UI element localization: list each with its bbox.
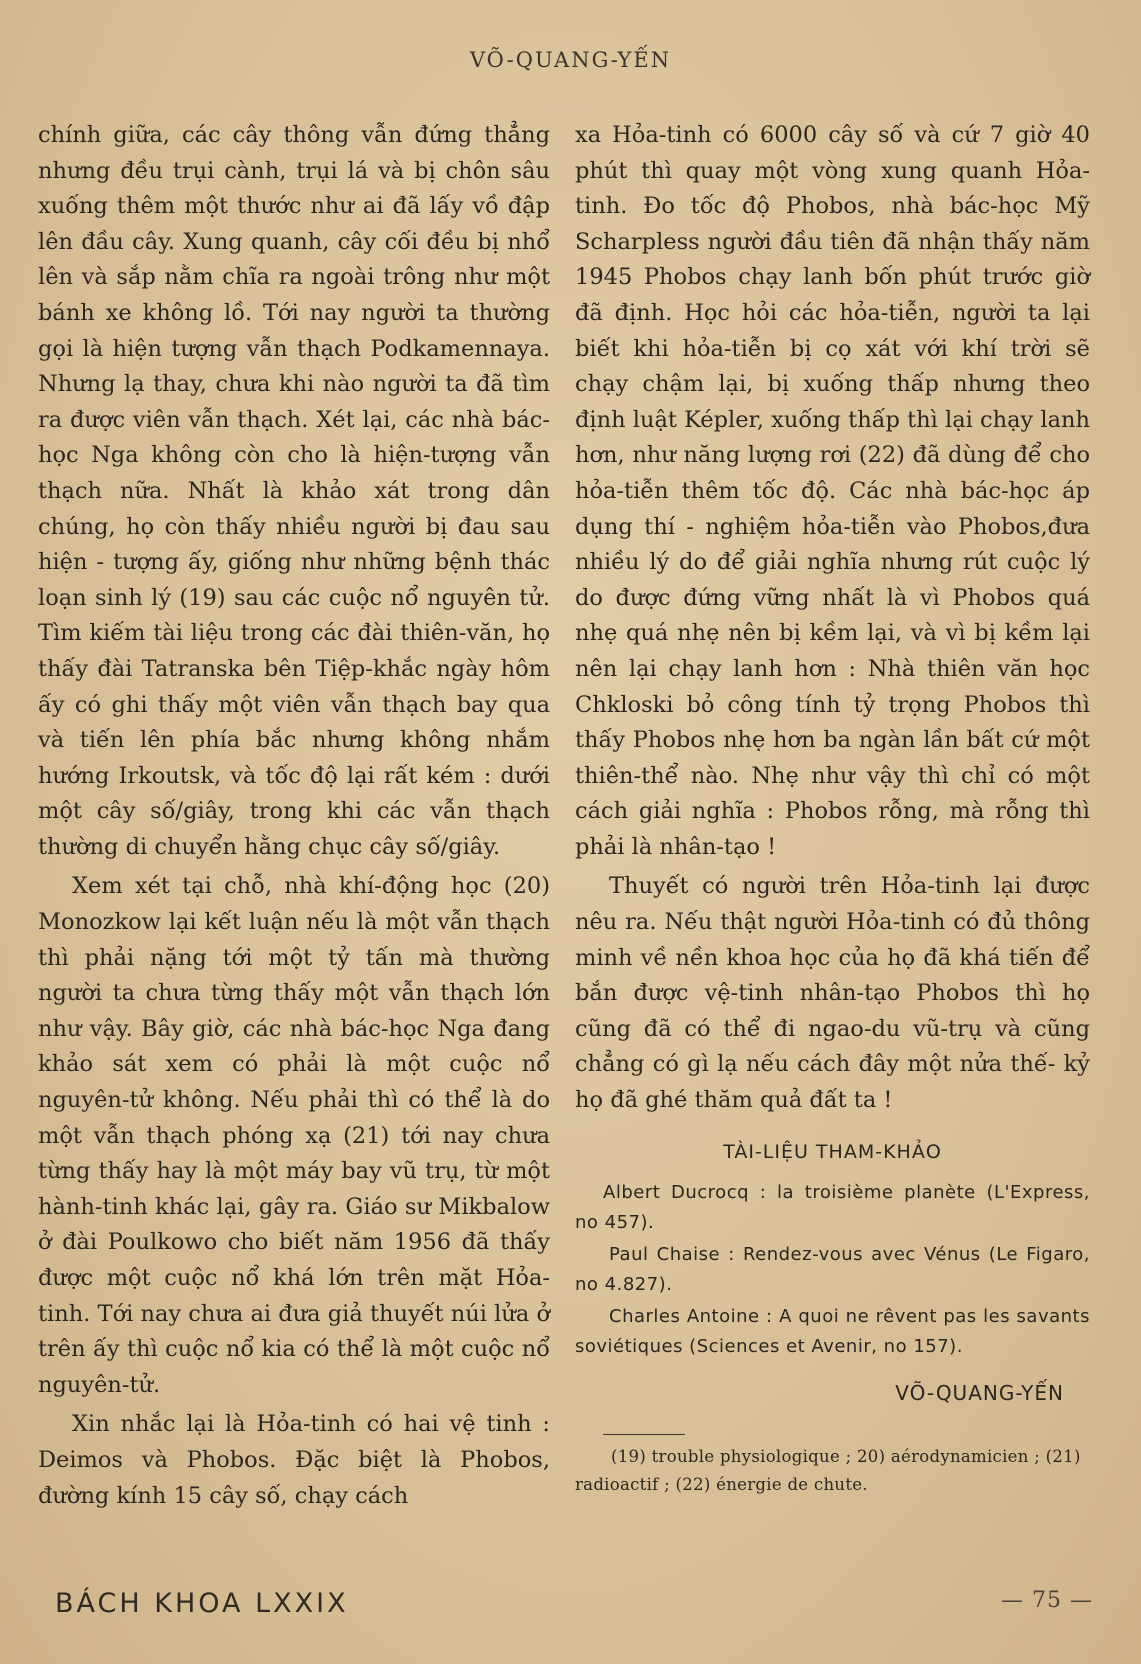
footnotes: (19) trouble physiologique ; 20) aérodynamicien ; (21) radioactif ; (22) énergie de chute. (575, 1446, 1081, 1494)
references-heading: TÀI-LIỆU THAM-KHẢO (723, 1140, 942, 1163)
body-paragraph: Thuyết có người trên Hỏa-tinh lại được nêu ra. Nếu thật người Hỏa-tinh có đủ thông minh về nền khoa học của họ đã khá tiến để bắn được vệ-tinh nhân-tạo Phobos thì họ cũng đã có thể đi ngao-du vũ-trụ và cũng chẳng có gì lạ nếu cách đây một nửa thế- kỷ họ đã ghé thăm quả đất ta ! (575, 873, 1090, 1114)
reference-item: Charles Antoine : A quoi ne rêvent pas les savants soviétiques (Sciences et Avenir, no 157). (575, 1306, 1090, 1358)
footnote-divider (603, 1434, 685, 1435)
body-paragraph: chính giữa, các cây thông vẫn đứng thẳng nhưng đều trụi cành, trụi lá và bị chôn sâu xuống thêm một thước như ai đã lấy vồ đập lên đầu cây. Xung quanh, cây cối đều bị nhổ lên và sắp nằm chĩa ra ngoài trông như một bánh xe không lồ. Tới nay người ta thường gọi là hiện tượng vẫn thạch Podkamennaya. Nhưng lạ thay, chưa khi nào người ta đã tìm ra được viên vẫn thạch. Xét lại, các nhà bác-học Nga không còn cho là hiện-tượng vẫn thạch nữa. Nhất là khảo xát trong dân chúng, họ còn thấy nhiều người bị đau sau hiện - tượng ấy, giống như những bệnh thác loạn sinh lý (19) sau các cuộc nổ nguyên tử. Tìm kiếm tài liệu trong các đài thiên-văn, họ thấy đài Tatranska bên Tiệp-khắc ngày hôm ấy có ghi thấy một viên vẫn thạch bay qua và tiến lên phía bắc nhưng không nhắm hướng Irkoutsk, và tốc độ lại rất kém : dưới một cây số/giây, trong khi các vẫn thạch thường di chuyển hằng chục cây số/giây. (38, 122, 550, 860)
publication-name: BÁCH KHOA LXXIX (55, 1588, 349, 1619)
author-signature: VÕ-QUANG-YẾN (895, 1381, 1064, 1406)
left-column (38, 118, 550, 1514)
running-title: VÕ-QUANG-YẾN (469, 48, 672, 72)
body-paragraph: Xem xét tại chỗ, nhà khí-động học (20) Monozkow lại kết luận nếu là một vẫn thạch thì phải nặng tới một tỷ tấn mà thường người ta chưa từng thấy một vẫn thạch lớn như vậy. Bây giờ, các nhà bác-học Nga đang khảo sát xem có phải là một cuộc nổ nguyên-tử không. Nếu phải thì có thể là do một vẫn thạch phóng xạ (21) tới nay chưa từng thấy hay là một máy bay vũ trụ, từ một hành-tinh khác lại, gây ra. Giáo sư Mikbalow ở đài Poulkowo cho biết năm 1956 đã thấy được một cuộc nổ khá lớn trên mặt Hỏa-tinh. Tới nay chưa ai đưa giả thuyết núi lửa ở trên ấy thì cuộc nổ kia có thể là một cuộc nổ nguyên-tử. (38, 873, 550, 1398)
page-number: — 75 — (1001, 1588, 1093, 1613)
reference-item: Paul Chaise : Rendez-vous avec Vénus (Le Figaro, no 4.827). (575, 1244, 1090, 1296)
body-paragraph: xa Hỏa-tinh có 6000 cây số và cứ 7 giờ 40 phút thì quay một vòng xung quanh Hỏa-tinh. Đo tốc độ Phobos, nhà bác-học Mỹ Scharpless người đầu tiên đã nhận thấy năm 1945 Phobos chạy lanh bốn phút trước giờ đã định. Học hỏi các hỏa-tiễn, người ta lại biết khi hỏa-tiễn bị cọ xát với khí trời sẽ chạy chậm lại, bị xuống thấp nhưng theo định luật Képler, xuống thấp thì lại chạy lanh hơn, như năng lượng rơi (22) đã dùng để cho hỏa-tiễn thêm tốc độ. Các nhà bác-học áp dụng thí - nghiệm hỏa-tiễn vào Phobos,đưa nhiều lý do để giải nghĩa nhưng rút cuộc lý do được đứng vững nhất là vì Phobos quá nhẹ quá nhẹ nên bị kềm lại, và vì bị kềm lại nên lại chạy lanh hơn : Nhà thiên văn học Chkloski bỏ công tính tỷ trọng Phobos thì thấy Phobos nhẹ hơn ba ngàn lần bất cứ một thiên-thể nào. Nhẹ như vậy thì chỉ có một cách giải nghĩa : Phobos rỗng, mà rỗng thì phải là nhân-tạo ! (575, 122, 1090, 860)
reference-item: Albert Ducrocq : la troisième planète (L'Express, no 457). (575, 1182, 1090, 1234)
right-column (575, 118, 1090, 1499)
body-paragraph: Xin nhắc lại là Hỏa-tinh có hai vệ tinh : Deimos và Phobos. Đặc biệt là Phobos, đường kính 15 cây số, chạy cách (38, 1411, 550, 1509)
